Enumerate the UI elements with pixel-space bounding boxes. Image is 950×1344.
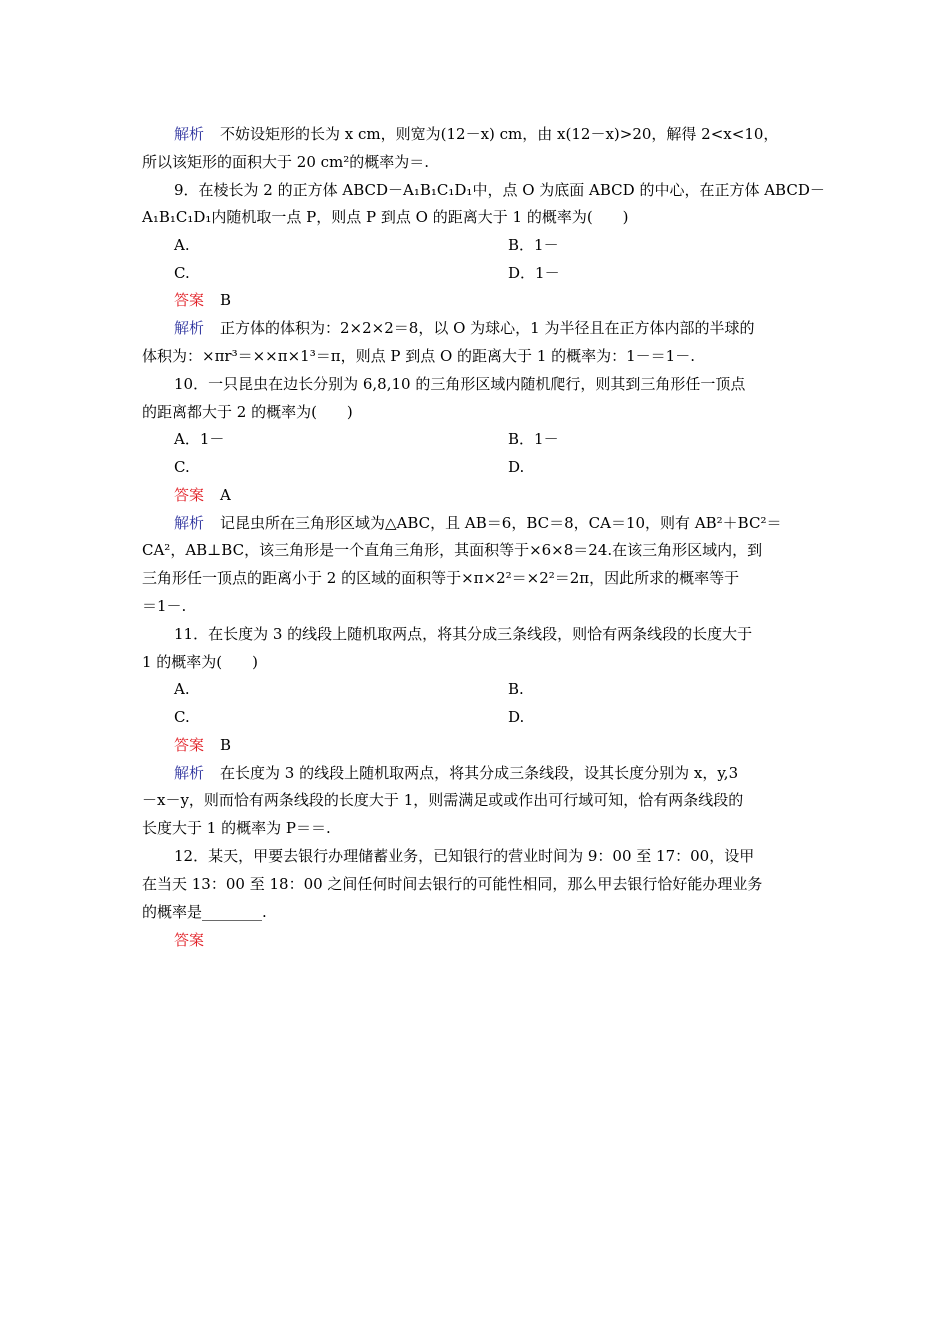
- q9-option-c: C.: [174, 264, 190, 282]
- q10-option-a: A．1－: [174, 430, 225, 448]
- q9-answer-value: B: [220, 291, 232, 309]
- q11-option-a: A.: [174, 680, 190, 698]
- q10-option-c: C.: [174, 458, 190, 476]
- jiexi-label: 解析: [174, 514, 205, 532]
- q9-answer-line: [174, 290, 231, 310]
- q12-stem-line-3: 的概率是________.: [142, 903, 267, 921]
- q11-answer-line: [174, 735, 231, 755]
- q8-explanation-line-1: [174, 124, 778, 144]
- q10-explanation-line-2: CA²，AB⊥BC，该三角形是一个直角三角形，其面积等于×6×8＝24.在该三角形区域内，到: [142, 541, 763, 559]
- q8-explanation-line-2: 所以该矩形的面积大于 20 cm²的概率为＝.: [142, 153, 430, 171]
- q10-explanation-text-1: 记昆虫所在三角形区域为△ABC，且 AB＝6，BC＝8，CA＝10，则有 AB²＋BC²＝: [220, 514, 782, 532]
- q8-explanation-text-1: 不妨设矩形的长为 x cm，则宽为(12－x) cm，由 x(12－x)>20，解得 2<x<10，: [220, 125, 779, 143]
- q9-stem-line-2: A₁B₁C₁D₁内随机取一点 P，则点 P 到点 O 的距离大于 1 的概率为( ): [142, 208, 629, 226]
- q9-explanation-text-1: 正方体的体积为：2×2×2＝8，以 O 为球心，1 为半径且在正方体内部的半球的: [220, 319, 755, 337]
- q9-option-a: A.: [174, 236, 190, 254]
- q10-option-b: B．1－: [508, 430, 559, 448]
- jiexi-label: 解析: [174, 125, 205, 143]
- q11-option-d: D.: [508, 708, 525, 726]
- q9-option-b: B．1－: [508, 236, 559, 254]
- q10-explanation-line-4: ＝1－.: [142, 597, 187, 615]
- daan-label: 答案: [174, 486, 205, 504]
- q9-explanation-line-2: 体积为：×πr³＝××π×1³＝π，则点 P 到点 O 的距离大于 1 的概率为：1－＝1－.: [142, 347, 695, 365]
- q12-answer-line: [174, 930, 204, 950]
- q11-stem-line-1: 11．在长度为 3 的线段上随机取两点，将其分成三条线段，则恰有两条线段的长度大于: [174, 625, 753, 643]
- q11-explanation-text-1: 在长度为 3 的线段上随机取两点，将其分成三条线段，设其长度分别为 x，y,3: [220, 764, 739, 782]
- q10-answer-line: [174, 485, 231, 505]
- q10-explanation-line-1: [174, 513, 781, 533]
- q10-answer-value: A: [220, 486, 231, 504]
- jiexi-label: 解析: [174, 319, 205, 337]
- q11-explanation-line-2: －x－y，则而恰有两条线段的长度大于 1，则需满足或或作出可行域可知，恰有两条线段的: [142, 791, 744, 809]
- q11-stem-line-2: 1 的概率为( ): [142, 653, 259, 671]
- daan-label: 答案: [174, 931, 205, 949]
- q12-stem-line-1: 12．某天，甲要去银行办理储蓄业务，已知银行的营业时间为 9：00 至 17：00，设甲: [174, 847, 755, 865]
- q10-explanation-line-3: 三角形任一顶点的距离小于 2 的区域的面积等于×π×2²＝×2²＝2π，因此所求的概率等于: [142, 569, 740, 587]
- q9-explanation-line-1: [174, 318, 754, 338]
- q11-explanation-line-3: 长度大于 1 的概率为 P＝＝.: [142, 819, 331, 837]
- daan-label: 答案: [174, 736, 205, 754]
- q9-option-d: D．1－: [508, 264, 560, 282]
- q10-stem-line-1: 10．一只昆虫在边长分别为 6,8,10 的三角形区域内随机爬行，则其到三角形任一顶点: [174, 375, 746, 393]
- q9-stem-line-1: 9．在棱长为 2 的正方体 ABCD－A₁B₁C₁D₁中，点 O 为底面 ABCD 的中心，在正方体 ABCD－: [174, 181, 825, 199]
- q11-explanation-line-1: [174, 763, 738, 783]
- q11-option-b: B.: [508, 680, 524, 698]
- q11-option-c: C.: [174, 708, 190, 726]
- jiexi-label: 解析: [174, 764, 205, 782]
- q10-stem-line-2: 的距离都大于 2 的概率为( ): [142, 403, 353, 421]
- daan-label: 答案: [174, 291, 205, 309]
- q10-option-d: D.: [508, 458, 525, 476]
- q12-stem-line-2: 在当天 13：00 至 18：00 之间任何时间去银行的可能性相同，那么甲去银行恰好能办理业务: [142, 875, 763, 893]
- q11-answer-value: B: [220, 736, 232, 754]
